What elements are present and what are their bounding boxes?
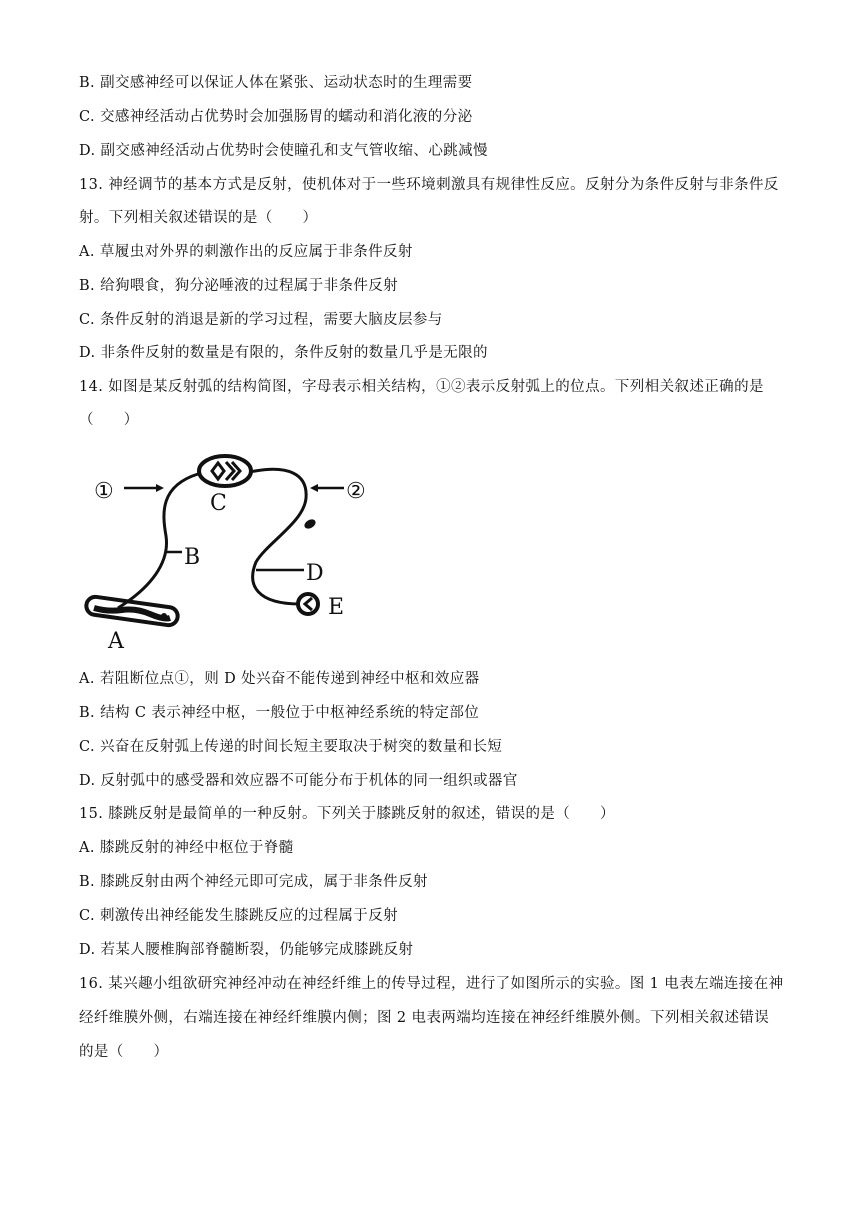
q15-option-d: D. 若某人腰椎胸部脊髓断裂，仍能够完成膝跳反射 [79, 942, 414, 958]
ganglion-dot [303, 518, 317, 531]
q14-option-b: B. 结构 C 表示神经中枢，一般位于中枢神经系统的特定部位 [79, 705, 480, 721]
q13-stem-line2: 射。下列相关叙述错误的是（ ） [79, 210, 318, 226]
q14-stem-line1: 14. 如图是某反射弧的结构简图，字母表示相关结构，①②表示反射弧上的位点。下列相关叙述正确的是 [79, 379, 764, 395]
q15-stem: 15. 膝跳反射是最简单的一种反射。下列关于膝跳反射的叙述，错误的是（ ） [79, 806, 615, 822]
q12-option-c: C. 交感神经活动占优势时会加强肠胃的蠕动和消化液的分泌 [79, 109, 473, 125]
efferent-nerve-d [250, 469, 306, 604]
q14-stem-line2: （ ） [79, 412, 139, 428]
label-e: E [328, 595, 345, 620]
effector-e [298, 594, 318, 614]
q16-stem-line2: 经纤维膜外侧，右端连接在神经纤维膜内侧；图 2 电表两端均连接在神经纤维膜外侧。下列相关叙述错误 [79, 1010, 770, 1026]
q14-option-a: A. 若阻断位点①，则 D 处兴奋不能传递到神经中枢和效应器 [79, 671, 480, 687]
reflex-arc-figure [78, 438, 378, 658]
label-a: A [108, 629, 124, 654]
q15-option-c: C. 刺激传出神经能发生膝跳反应的过程属于反射 [79, 908, 398, 924]
q14-option-c: C. 兴奋在反射弧上传递的时间长短主要取决于树突的数量和长短 [79, 739, 503, 755]
q13-option-c: C. 条件反射的消退是新的学习过程，需要大脑皮层参与 [79, 312, 443, 328]
q13-option-b: B. 给狗喂食，狗分泌唾液的过程属于非条件反射 [79, 278, 399, 294]
label-c: C [210, 491, 227, 516]
point-1-marker [124, 484, 164, 492]
q14-option-d: D. 反射弧中的感受器和效应器不可能分布于机体的同一组织或器官 [79, 773, 518, 789]
q16-stem-line1: 16. 某兴趣小组欲研究神经冲动在神经纤维上的传导过程，进行了如图所示的实验。图 1 电表左端连接在神 [79, 976, 784, 992]
label-d: D [306, 561, 324, 586]
label-b: B [184, 545, 201, 570]
q12-option-d: D. 副交感神经活动占优势时会使瞳孔和支气管收缩、心跳减慢 [79, 143, 488, 159]
nerve-center-c [199, 456, 251, 486]
q16-stem-line3: 的是（ ） [79, 1044, 169, 1060]
receptor-a [85, 596, 179, 627]
q15-option-a: A. 膝跳反射的神经中枢位于脊髓 [79, 840, 294, 856]
point-2-label: ② [346, 479, 366, 504]
q12-option-b: B. 副交感神经可以保证人体在紧张、运动状态时的生理需要 [79, 75, 473, 91]
q13-option-a: A. 草履虫对外界的刺激作出的反应属于非条件反射 [79, 244, 413, 260]
q13-option-d: D. 非条件反射的数量是有限的，条件反射的数量几乎是无限的 [79, 345, 488, 361]
point-2-marker [310, 484, 344, 492]
q13-stem-line1: 13. 神经调节的基本方式是反射，使机体对于一些环境刺激具有规律性反应。反射分为条件反射与非条件反 [79, 177, 779, 193]
point-1-label: ① [94, 479, 114, 504]
q15-option-b: B. 膝跳反射由两个神经元即可完成，属于非条件反射 [79, 874, 428, 890]
afferent-nerve-b [118, 474, 201, 608]
